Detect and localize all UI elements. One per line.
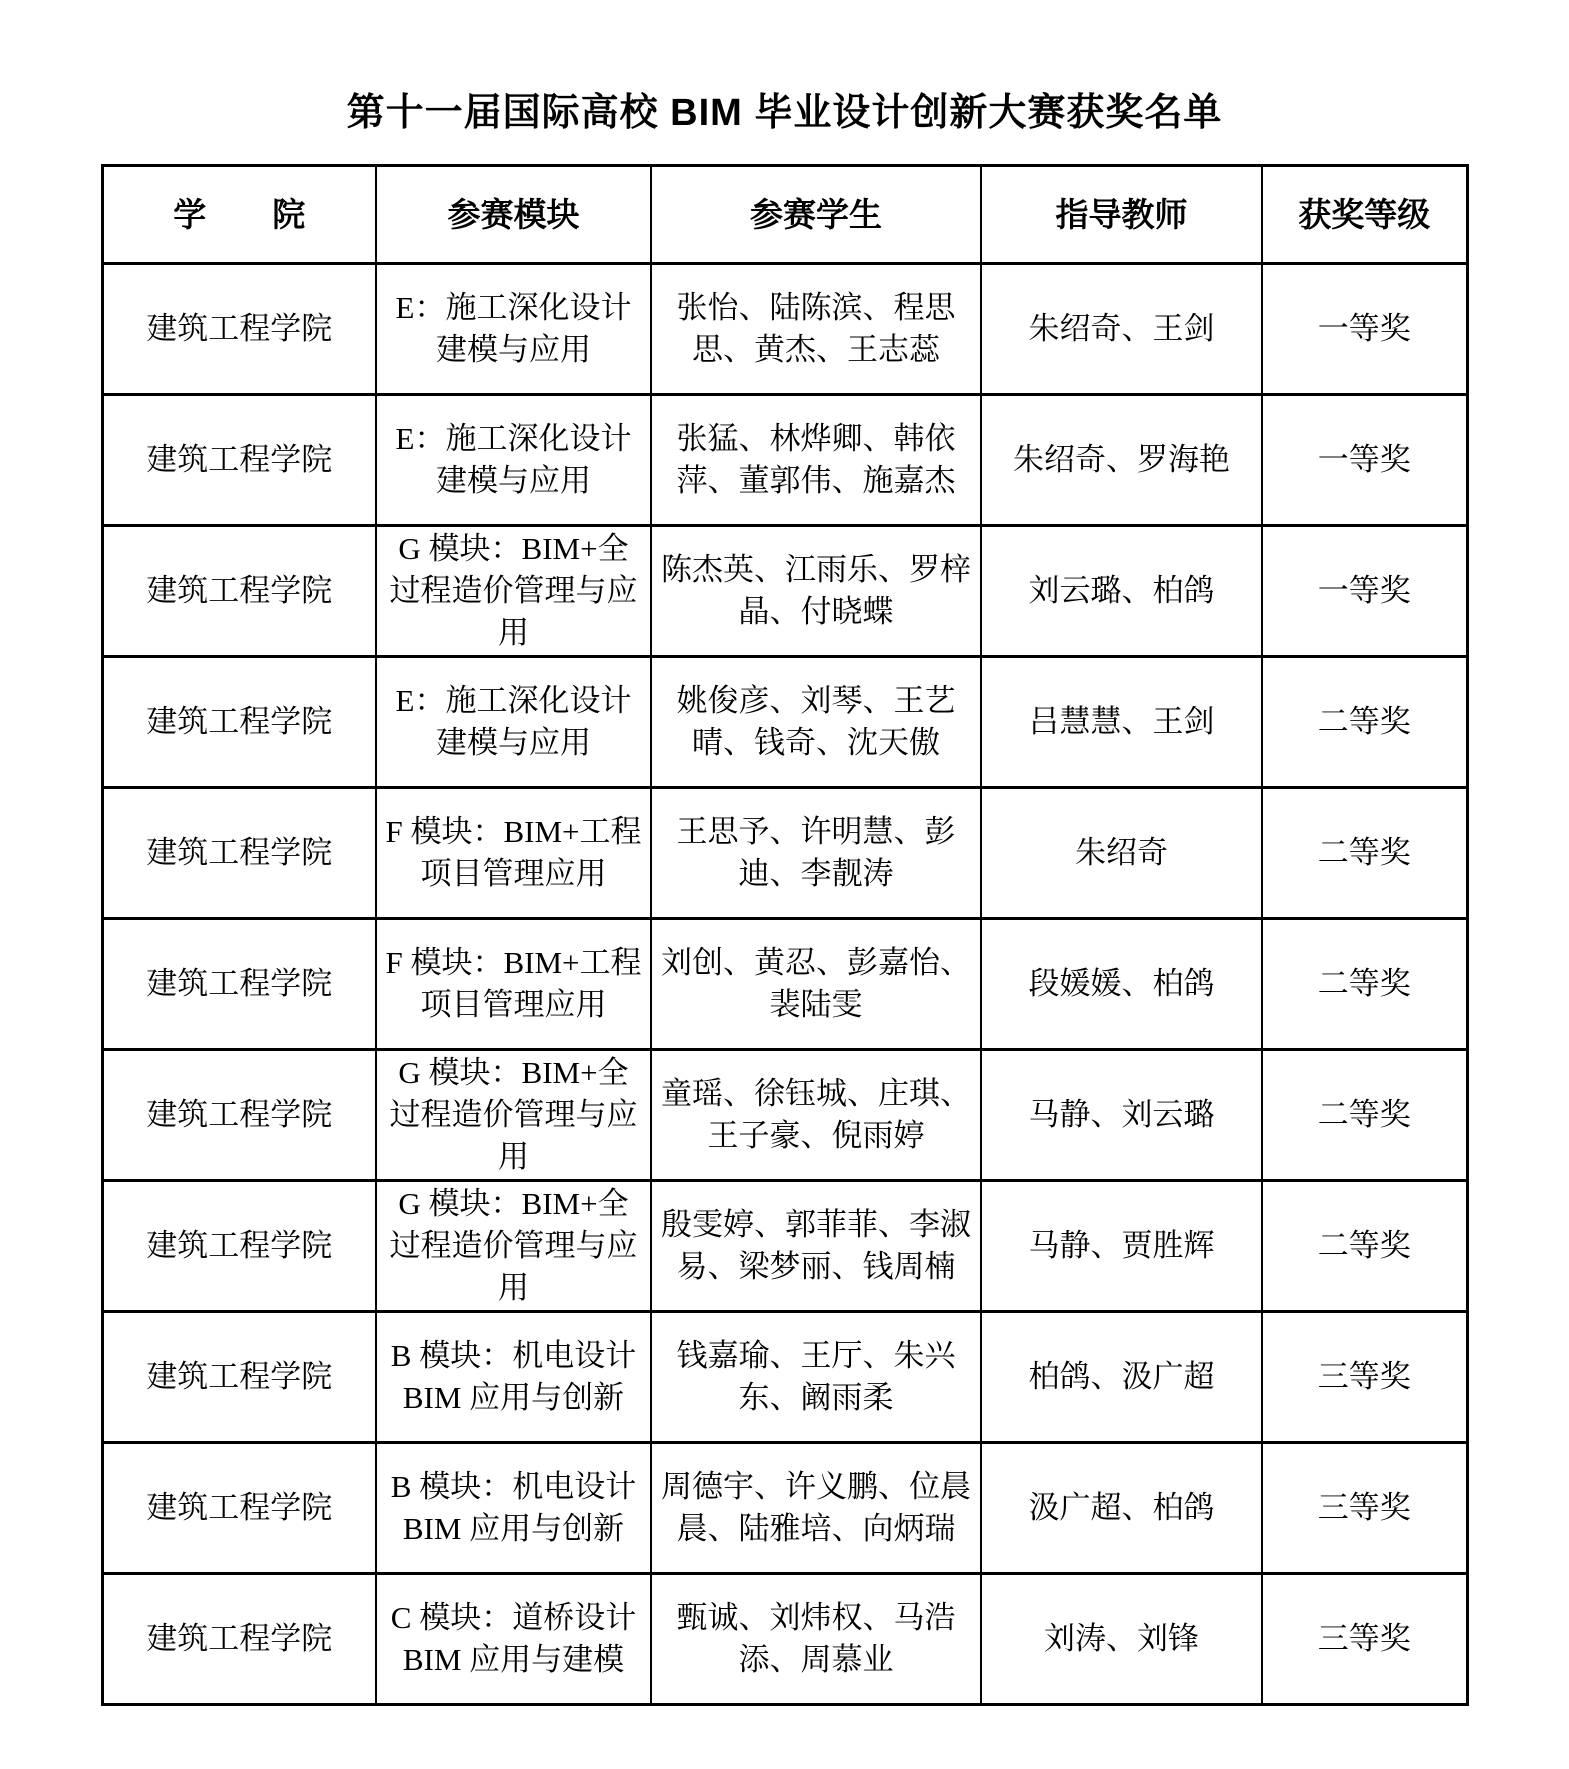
table-row <box>102 1181 1467 1312</box>
teachers-cell: 朱绍奇、王剑 <box>981 264 1262 395</box>
students-cell: 殷雯婷、郭菲菲、李淑易、梁梦丽、钱周楠 <box>651 1181 981 1312</box>
students-cell: 王思予、许明慧、彭迪、李靓涛 <box>651 788 981 919</box>
module-cell: B 模块：机电设计 BIM 应用与创新 <box>376 1443 651 1574</box>
award-cell: 二等奖 <box>1262 919 1467 1050</box>
college-cell: 建筑工程学院 <box>102 1312 376 1443</box>
table-row <box>102 526 1467 657</box>
award-cell: 二等奖 <box>1262 1050 1467 1181</box>
students-cell: 甄诚、刘炜权、马浩添、周慕业 <box>651 1574 981 1705</box>
award-cell: 三等奖 <box>1262 1312 1467 1443</box>
table-row <box>102 264 1467 395</box>
table-header-row <box>102 166 1467 264</box>
module-cell: E：施工深化设计建模与应用 <box>376 657 651 788</box>
students-cell: 张猛、林烨卿、韩依萍、董郭伟、施嘉杰 <box>651 395 981 526</box>
col-header-college: 学 院 <box>102 166 376 264</box>
award-cell: 二等奖 <box>1262 788 1467 919</box>
college-cell: 建筑工程学院 <box>102 1443 376 1574</box>
col-header-module: 参赛模块 <box>376 166 651 264</box>
col-header-award: 获奖等级 <box>1262 166 1467 264</box>
awards-table <box>101 164 1469 1706</box>
module-cell: B 模块：机电设计 BIM 应用与创新 <box>376 1312 651 1443</box>
teachers-cell: 马静、刘云璐 <box>981 1050 1262 1181</box>
module-cell: E：施工深化设计建模与应用 <box>376 395 651 526</box>
students-cell: 陈杰英、江雨乐、罗梓晶、付晓蝶 <box>651 526 981 657</box>
table-row <box>102 1050 1467 1181</box>
table-row <box>102 919 1467 1050</box>
page-title: 第十一届国际高校 BIM 毕业设计创新大赛获奖名单 <box>346 92 1223 134</box>
teachers-cell: 马静、贾胜辉 <box>981 1181 1262 1312</box>
module-cell: E：施工深化设计建模与应用 <box>376 264 651 395</box>
award-cell: 三等奖 <box>1262 1443 1467 1574</box>
award-cell: 一等奖 <box>1262 395 1467 526</box>
award-cell: 二等奖 <box>1262 657 1467 788</box>
teachers-cell: 刘云璐、柏鸽 <box>981 526 1262 657</box>
col-header-teachers: 指导教师 <box>981 166 1262 264</box>
students-cell: 刘创、黄忍、彭嘉怡、裴陆雯 <box>651 919 981 1050</box>
college-cell: 建筑工程学院 <box>102 1574 376 1705</box>
students-cell: 姚俊彦、刘琴、王艺晴、钱奇、沈天傲 <box>651 657 981 788</box>
teachers-cell: 柏鸽、汲广超 <box>981 1312 1262 1443</box>
students-cell: 钱嘉瑜、王厅、朱兴东、阚雨柔 <box>651 1312 981 1443</box>
college-cell: 建筑工程学院 <box>102 788 376 919</box>
college-cell: 建筑工程学院 <box>102 1181 376 1312</box>
module-cell: F 模块：BIM+工程项目管理应用 <box>376 788 651 919</box>
college-cell: 建筑工程学院 <box>102 395 376 526</box>
module-cell: F 模块：BIM+工程项目管理应用 <box>376 919 651 1050</box>
teachers-cell: 朱绍奇 <box>981 788 1262 919</box>
teachers-cell: 朱绍奇、罗海艳 <box>981 395 1262 526</box>
table-row <box>102 395 1467 526</box>
col-header-students: 参赛学生 <box>651 166 981 264</box>
teachers-cell: 段媛媛、柏鸽 <box>981 919 1262 1050</box>
award-cell: 一等奖 <box>1262 526 1467 657</box>
students-cell: 张怡、陆陈滨、程思思、黄杰、王志蕊 <box>651 264 981 395</box>
module-cell: C 模块：道桥设计 BIM 应用与建模 <box>376 1574 651 1705</box>
module-cell: G 模块：BIM+全过程造价管理与应用 <box>376 1181 651 1312</box>
award-cell: 二等奖 <box>1262 1181 1467 1312</box>
table-row <box>102 657 1467 788</box>
teachers-cell: 吕慧慧、王剑 <box>981 657 1262 788</box>
table-row <box>102 788 1467 919</box>
teachers-cell: 汲广超、柏鸽 <box>981 1443 1262 1574</box>
table-row <box>102 1574 1467 1705</box>
module-cell: G 模块：BIM+全过程造价管理与应用 <box>376 526 651 657</box>
students-cell: 周德宇、许义鹏、位晨晨、陆雅培、向炳瑞 <box>651 1443 981 1574</box>
college-cell: 建筑工程学院 <box>102 657 376 788</box>
module-cell: G 模块：BIM+全过程造价管理与应用 <box>376 1050 651 1181</box>
award-cell: 三等奖 <box>1262 1574 1467 1705</box>
college-cell: 建筑工程学院 <box>102 264 376 395</box>
teachers-cell: 刘涛、刘锋 <box>981 1574 1262 1705</box>
award-cell: 一等奖 <box>1262 264 1467 395</box>
college-cell: 建筑工程学院 <box>102 919 376 1050</box>
table-row <box>102 1443 1467 1574</box>
table-row <box>102 1312 1467 1443</box>
college-cell: 建筑工程学院 <box>102 526 376 657</box>
college-cell: 建筑工程学院 <box>102 1050 376 1181</box>
students-cell: 童瑶、徐钰城、庄琪、王子豪、倪雨婷 <box>651 1050 981 1181</box>
